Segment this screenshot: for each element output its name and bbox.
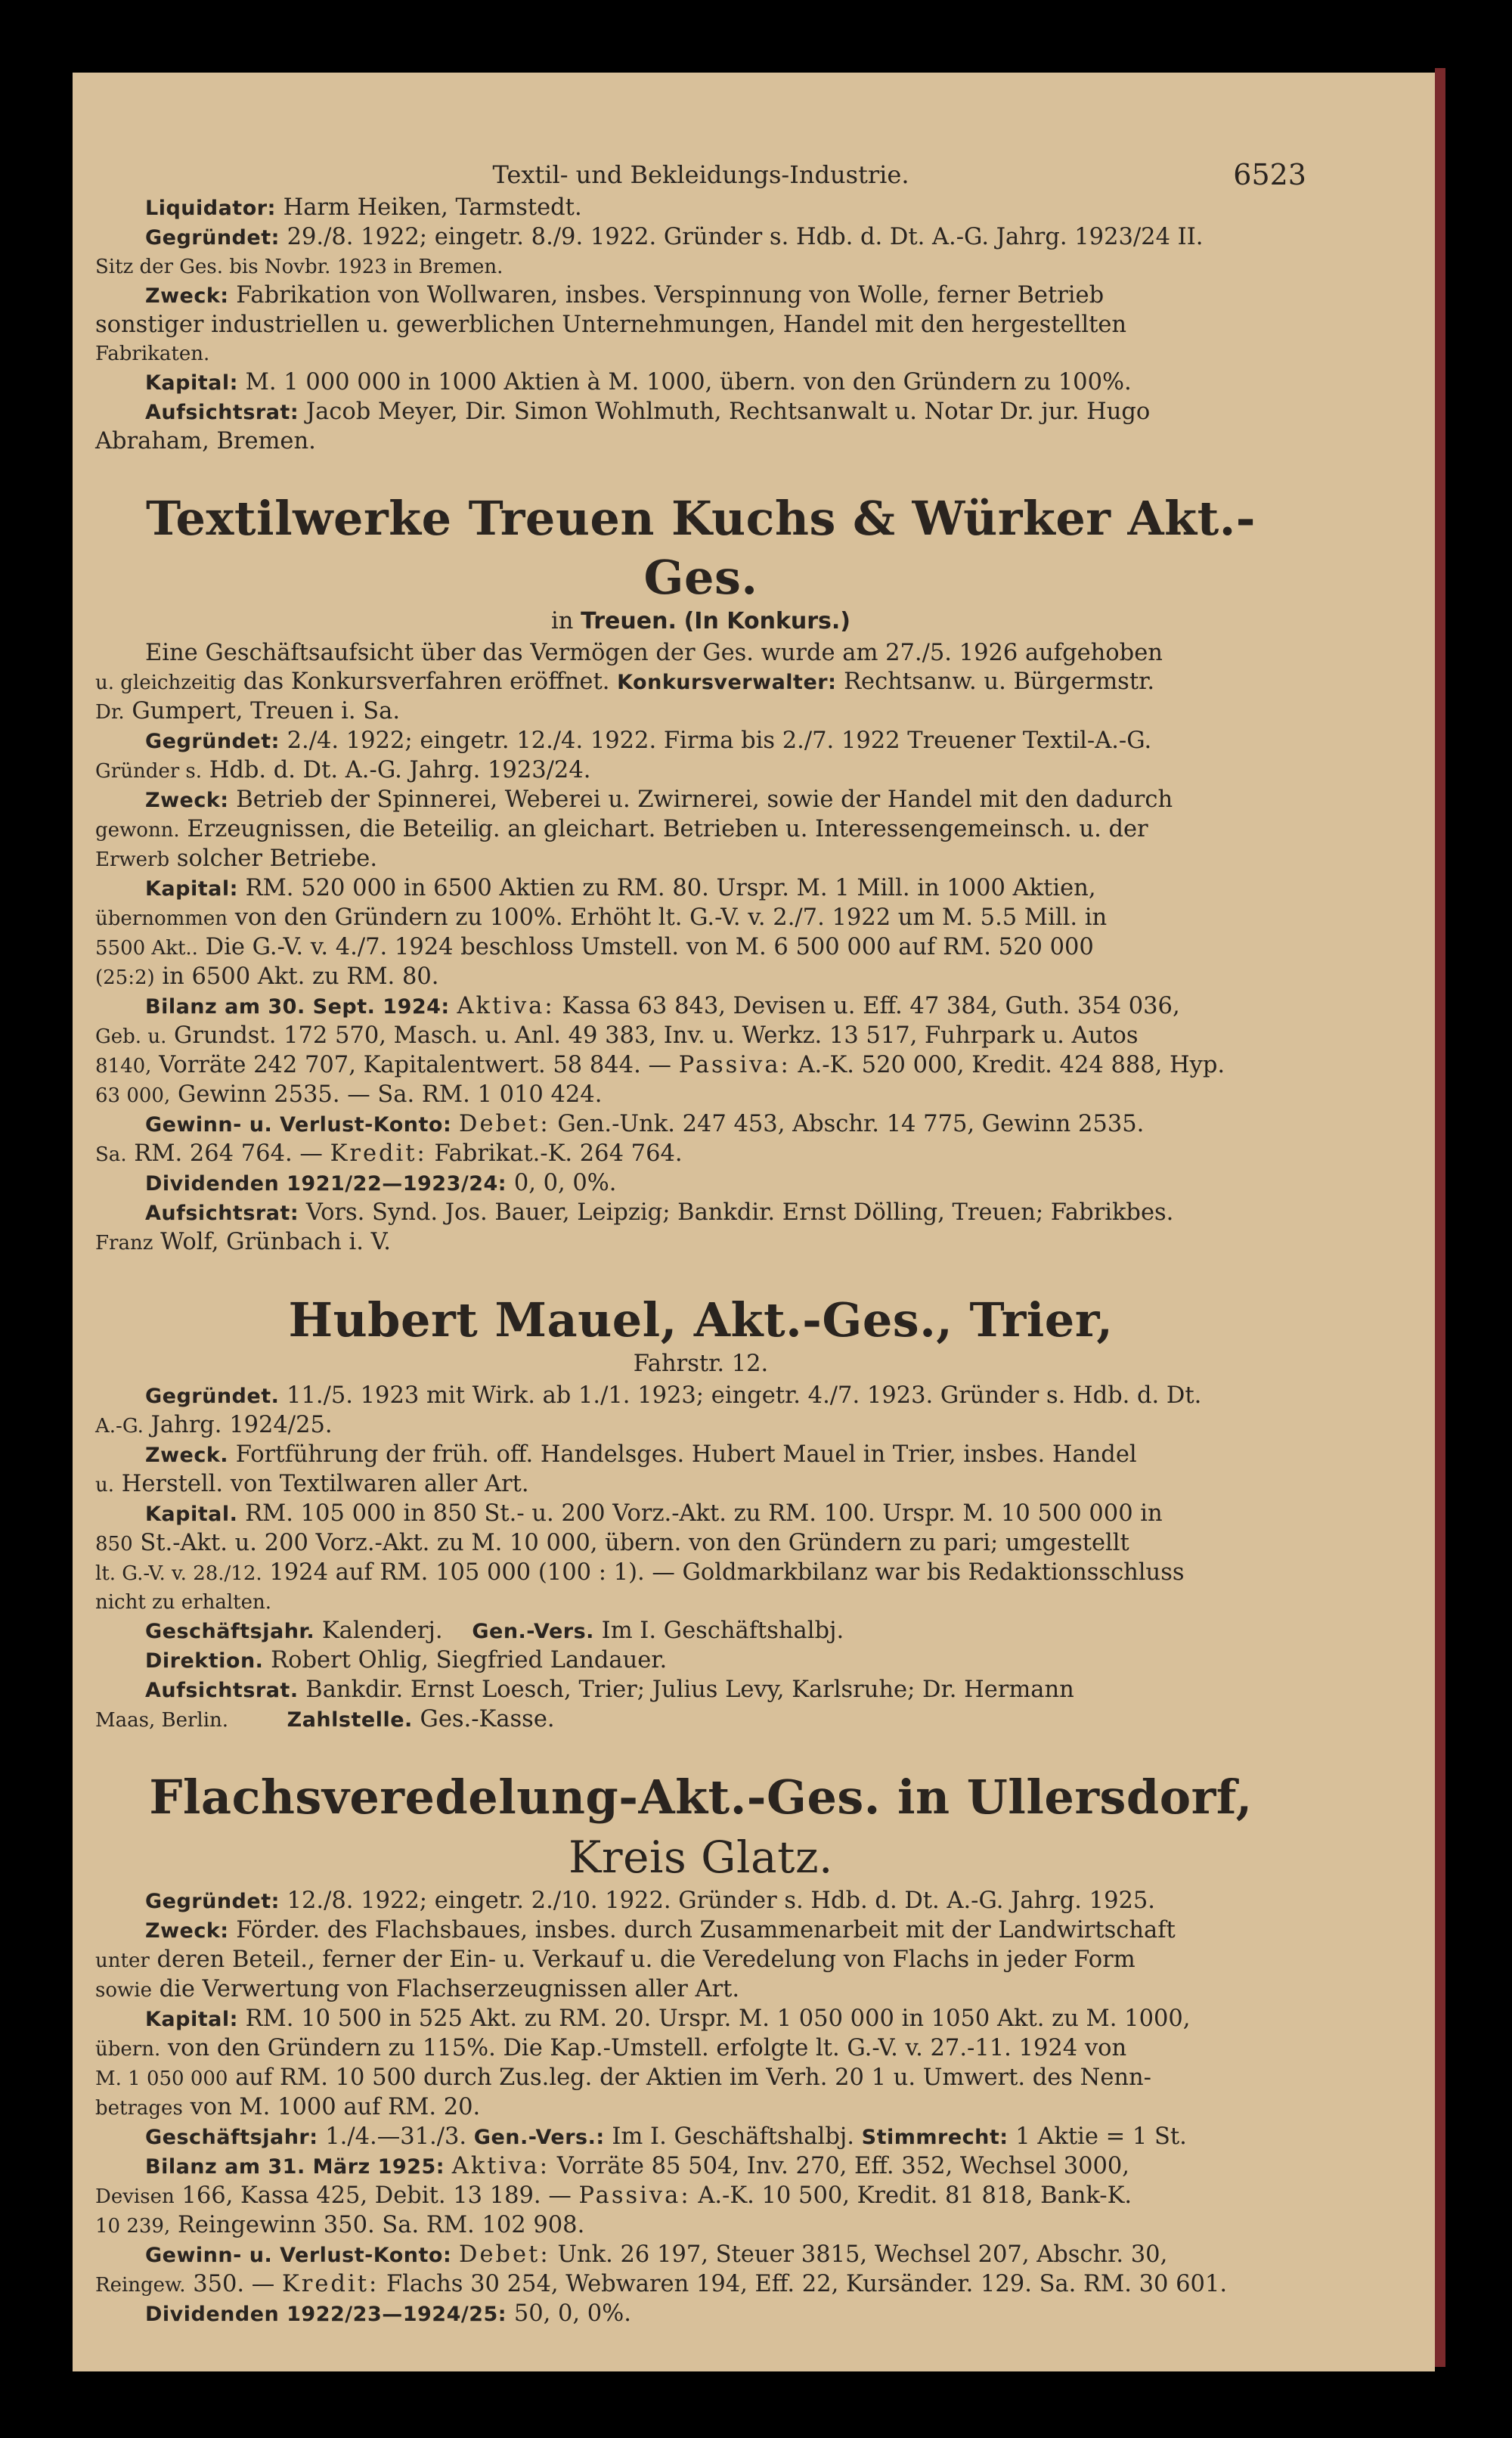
running-head xyxy=(95,156,1306,194)
text-line: 10 239, Reingewinn 350. Sa. RM. 102 908. xyxy=(95,2212,585,2238)
fiscal-year-line: Geschäftsjahr: 1./4.—31./3. Gen.-Vers.: Im I. Geschäftshalbj. Stimmrecht: 1 Aktie = 1 St. xyxy=(145,2123,1187,2150)
entry-flachsveredelung xyxy=(95,1768,1306,2329)
board-line: Aufsichtsrat: Vors. Synd. Jos. Bauer, Leipzig; Bankdir. Ernst Dölling, Treuen; Fabrikbes. xyxy=(145,1199,1174,1226)
founded-line: Gegründet: 29./8. 1922; eingetr. 8./9. 1922. Gründer s. Hdb. d. Dt. A.-G. Jahrg. 1923/24 II. xyxy=(145,224,1204,250)
purpose-cont2: Fabrikaten. xyxy=(95,343,210,365)
text-line: übernommen von den Gründern zu 100%. Erhöht lt. G.-V. v. 2./7. 1922 um M. 5.5 Mill. in xyxy=(95,904,1108,931)
text-line: Franz Wolf, Grünbach i. V. xyxy=(95,1229,392,1255)
balance-line: Bilanz am 30. Sept. 1924: Aktiva: Kassa 63 843, Devisen u. Eff. 47 384, Guth. 354 036, xyxy=(145,993,1180,1019)
text-line: u. gleichzeitig das Konkursverfahren eröffnet. Konkursverwalter: Rechtsanw. u. Bürgermstr. xyxy=(95,668,1155,695)
text-line: u. Herstell. von Textilwaren aller Art. xyxy=(95,1471,529,1497)
text-line: (25:2) in 6500 Akt. zu RM. 80. xyxy=(95,963,439,990)
text-line: lt. G.-V. v. 28./12. 1924 auf RM. 105 000 (100 : 1). — Goldmarkbilanz war bis Redaktionsschluss xyxy=(95,1559,1185,1586)
profit-loss-line: Gewinn- u. Verlust-Konto: Debet: Unk. 26 197, Steuer 3815, Wechsel 207, Abschr. 30, xyxy=(145,2241,1168,2268)
profit-loss-line: Gewinn- u. Verlust-Konto: Debet: Gen.-Unk. 247 453, Abschr. 14 775, Gewinn 2535. xyxy=(145,1111,1145,1137)
text-line: 63 000, Gewinn 2535. — Sa. RM. 1 010 424. xyxy=(95,1081,603,1108)
text-line: Dr. Gumpert, Treuen i. Sa. xyxy=(95,698,401,724)
text-line: sowie die Verwertung von Flachserzeugnissen aller Art. xyxy=(95,1976,740,2002)
running-head-title: Textil- und Bekleidungs-Industrie. xyxy=(492,160,909,189)
purpose-line: Zweck: Förder. des Flachsbaues, insbes. durch Zusammenarbeit mit der Landwirtschaft xyxy=(145,1917,1176,1943)
text-line: Gründer s. Hdb. d. Dt. A.-G. Jahrg. 1923/24. xyxy=(95,757,591,783)
text-line: M. 1 050 000 auf RM. 10 500 durch Zus.leg. der Aktien im Verh. 20 1 u. Umwert. des Nenn- xyxy=(95,2064,1151,2091)
text-line: 5500 Akt.. Die G.-V. v. 4./7. 1924 beschloss Umstell. von M. 6 500 000 auf RM. 520 000 xyxy=(95,934,1094,960)
capital-line: Kapital: M. 1 000 000 in 1000 Aktien à M. 1000, übern. von den Gründern zu 100%. xyxy=(145,369,1132,395)
text-line: 850 St.-Akt. u. 200 Vorz.-Akt. zu M. 10 000, übern. von den Gründern zu pari; umgestellt xyxy=(95,1530,1129,1556)
purpose-cont: sonstiger industriellen u. gewerblichen Unternehmungen, Handel mit den hergestellten xyxy=(95,312,1127,338)
text-line: betrages von M. 1000 auf RM. 20. xyxy=(95,2094,481,2120)
entry-hubert-mauel xyxy=(95,1291,1306,1735)
entry-continued xyxy=(95,194,1306,456)
company-title: Flachsveredelung-Akt.-Ges. in Ullersdorf, Kreis Glatz. xyxy=(149,1770,1253,1883)
company-subtitle: in Treuen. (In Konkurs.) xyxy=(550,608,851,634)
founded-line: Gegründet. 11./5. 1923 mit Wirk. ab 1./1. 1923; eingetr. 4./7. 1923. Gründer s. Hdb. d. Dt. xyxy=(145,1382,1202,1409)
board-cont: Abraham, Bremen. xyxy=(95,428,316,454)
entry-textilwerke-treuen xyxy=(95,489,1306,1258)
page-number: 6523 xyxy=(1233,158,1306,191)
dividends-line: Dividenden 1921/22—1923/24: 0, 0, 0%. xyxy=(145,1170,617,1196)
text-line: gewonn. Erzeugnissen, die Beteilig. an gleichart. Betrieben u. Interessengemeinsch. u. der xyxy=(95,816,1148,842)
purpose-line: Zweck: Fabrikation von Wollwaren, insbes. Verspinnung von Wolle, ferner Betrieb xyxy=(145,282,1105,309)
capital-line: Kapital: RM. 10 500 in 525 Akt. zu RM. 20. Urspr. M. 1 050 000 in 1050 Akt. zu M. 1000, xyxy=(145,2005,1191,2032)
text-line: Sa. RM. 264 764. — Kredit: Fabrikat.-K. 264 764. xyxy=(95,1140,683,1167)
purpose-line: Zweck: Betrieb der Spinnerei, Weberei u. Zwirnerei, sowie der Handel mit den dadurch xyxy=(145,786,1173,813)
text-line: Eine Geschäftsaufsicht über das Vermögen der Ges. wurde am 27./5. 1926 aufgehoben xyxy=(145,640,1163,666)
text-line: Maas, Berlin. Zahlstelle. Ges.-Kasse. xyxy=(95,1706,555,1732)
management-line: Direktion. Robert Ohlig, Siegfried Landauer. xyxy=(145,1647,668,1673)
liquidator-line: Liquidator: Harm Heiken, Tarmstedt. xyxy=(145,194,582,221)
capital-line: Kapital. RM. 105 000 in 850 St.- u. 200 Vorz.-Akt. zu RM. 100. Urspr. M. 10 500 000 in xyxy=(145,1500,1163,1527)
founded-line: Gegründet: 2./4. 1922; eingetr. 12./4. 1922. Firma bis 2./7. 1922 Treuener Textil-A.-G. xyxy=(145,727,1152,754)
company-title: Hubert Mauel, Akt.-Ges., Trier, xyxy=(288,1292,1114,1348)
board-line: Aufsichtsrat: Jacob Meyer, Dir. Simon Wohlmuth, Rechtsanwalt u. Notar Dr. jur. Hugo xyxy=(145,399,1151,425)
board-line: Aufsichtsrat. Bankdir. Ernst Loesch, Trier; Julius Levy, Karlsruhe; Dr. Hermann xyxy=(145,1677,1074,1703)
book-binding-edge xyxy=(1435,68,1445,2367)
capital-line: Kapital: RM. 520 000 in 6500 Aktien zu RM. 80. Urspr. M. 1 Mill. in 1000 Aktien, xyxy=(145,875,1096,901)
text-line: unter deren Beteil., ferner der Ein- u. Verkauf u. die Veredelung von Flachs in jeder Form xyxy=(95,1946,1136,1973)
fiscal-year-line: Geschäftsjahr. Kalenderj. Gen.-Vers. Im I. Geschäftshalbj. xyxy=(145,1618,844,1644)
text-line: Erwerb solcher Betriebe. xyxy=(95,845,378,872)
text-line: Reingew. 350. — Kredit: Flachs 30 254, Webwaren 194, Eff. 22, Kursänder. 129. Sa. RM. 30 601. xyxy=(95,2271,1228,2297)
founded-cont: Sitz der Ges. bis Novbr. 1923 in Bremen. xyxy=(95,256,503,278)
purpose-line: Zweck. Fortführung der früh. off. Handelsges. Hubert Mauel in Trier, insbes. Handel xyxy=(145,1441,1137,1468)
dividends-line: Dividenden 1922/23—1924/25: 50, 0, 0%. xyxy=(145,2300,631,2327)
text-line: Geb. u. Grundst. 172 570, Masch. u. Anl. 49 383, Inv. u. Werkz. 13 517, Fuhrpark u. Autos xyxy=(95,1022,1139,1049)
text-line: A.-G. Jahrg. 1924/25. xyxy=(95,1412,333,1438)
company-subtitle: Fahrstr. 12. xyxy=(633,1351,769,1377)
founded-line: Gegründet: 12./8. 1922; eingetr. 2./10. 1922. Gründer s. Hdb. d. Dt. A.-G. Jahrg. 1925. xyxy=(145,1887,1155,1914)
text-line: Devisen 166, Kassa 425, Debit. 13 189. — Passiva: A.-K. 10 500, Kredit. 81 818, Bank-K. xyxy=(95,2182,1132,2209)
document-page xyxy=(73,73,1435,2371)
balance-line: Bilanz am 31. März 1925: Aktiva: Vorräte 85 504, Inv. 270, Eff. 352, Wechsel 3000, xyxy=(145,2153,1130,2179)
text-line: 8140, Vorräte 242 707, Kapitalentwert. 58 844. — Passiva: A.-K. 520 000, Kredit. 424 888, Hyp. xyxy=(95,1052,1225,1078)
text-line: übern. von den Gründern zu 115%. Die Kap.-Umstell. erfolgte lt. G.-V. v. 27.-11. 1924 von xyxy=(95,2035,1127,2061)
text-line: nicht zu erhalten. xyxy=(95,1591,272,1614)
company-title: Textilwerke Treuen Kuchs & Würker Akt.-Ges. xyxy=(145,491,1256,605)
